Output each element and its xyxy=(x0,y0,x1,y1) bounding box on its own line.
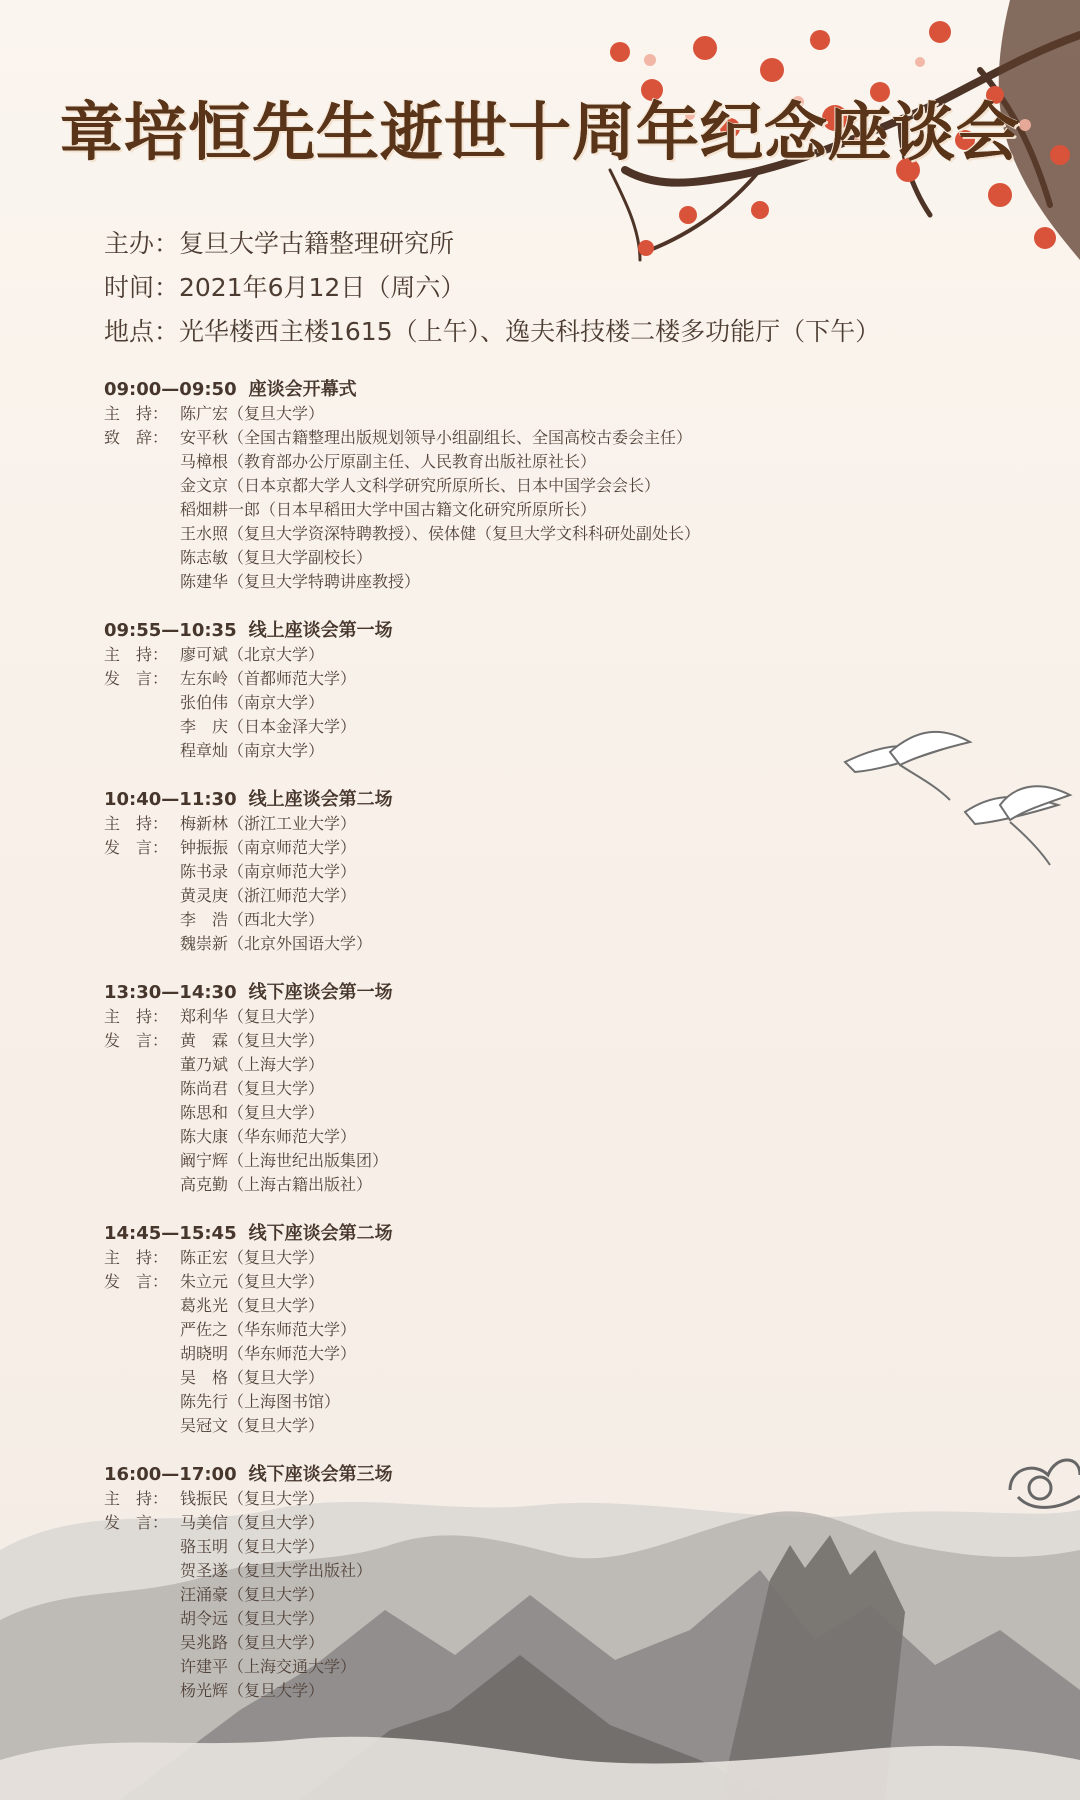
schedule-row xyxy=(104,932,984,956)
time-line: 时间：2021年6月12日（周六） xyxy=(104,273,466,302)
participant-name: 陈书录（南京师范大学） xyxy=(180,862,357,881)
participant-name: 陈正宏（复旦大学） xyxy=(180,1248,325,1267)
schedule-row xyxy=(104,474,984,498)
schedule-row xyxy=(104,546,984,570)
participant-name: 马美信（复旦大学） xyxy=(180,1513,325,1532)
participant-name: 陈思和（复旦大学） xyxy=(180,1103,325,1122)
participant-name: 稻畑耕一郎（日本早稻田大学中国古籍文化研究所原所长） xyxy=(180,500,597,519)
schedule-row xyxy=(104,1607,984,1631)
participant-name: 安平秋（全国古籍整理出版规划领导小组副组长、全国高校古委会主任） xyxy=(180,428,693,447)
participant-name: 张伯伟（南京大学） xyxy=(180,693,325,712)
schedule-row xyxy=(104,1173,984,1197)
participant-name: 吴兆路（复旦大学） xyxy=(180,1633,325,1652)
schedule-row xyxy=(104,1125,984,1149)
participant-name: 胡令远（复旦大学） xyxy=(180,1609,325,1628)
participant-name: 许建平（上海交通大学） xyxy=(180,1657,357,1676)
schedule-row xyxy=(104,1559,984,1583)
schedule-row xyxy=(104,1366,984,1390)
venue-line: 地点：光华楼西主楼1615（上午）、逸夫科技楼二楼多功能厅（下午） xyxy=(104,317,881,346)
schedule-row xyxy=(104,1149,984,1173)
role-label xyxy=(104,1077,180,1101)
schedule-row xyxy=(104,739,984,763)
role-label xyxy=(104,1053,180,1077)
role-label: 发 言： xyxy=(104,1031,169,1050)
schedule-row xyxy=(104,691,984,715)
schedule-row xyxy=(104,1487,984,1511)
role-label xyxy=(104,1149,180,1173)
schedule-row xyxy=(104,1101,984,1125)
role-label xyxy=(104,1366,180,1390)
participant-name: 梅新林（浙江工业大学） xyxy=(180,814,357,833)
participant-name: 严佐之（华东师范大学） xyxy=(180,1320,357,1339)
participant-name: 葛兆光（复旦大学） xyxy=(180,1296,325,1315)
participant-name: 左东岭（首都师范大学） xyxy=(180,669,357,688)
schedule-row xyxy=(104,1342,984,1366)
role-label xyxy=(104,1631,180,1655)
schedule-row xyxy=(104,402,984,426)
participant-name: 杨光辉（复旦大学） xyxy=(180,1681,325,1700)
role-label: 主 持： xyxy=(104,645,169,664)
role-label xyxy=(104,546,180,570)
session-block xyxy=(104,788,984,956)
session-title: 线上座谈会第一场 xyxy=(248,620,393,641)
role-label: 致 辞： xyxy=(104,428,169,447)
session-title: 座谈会开幕式 xyxy=(248,379,357,400)
session-heading xyxy=(104,619,984,643)
schedule-row xyxy=(104,1679,984,1703)
session-heading xyxy=(104,788,984,812)
participant-name: 陈先行（上海图书馆） xyxy=(180,1392,341,1411)
session-title: 线下座谈会第一场 xyxy=(248,982,393,1003)
participant-name: 陈建华（复旦大学特聘讲座教授） xyxy=(180,572,421,591)
schedule-row xyxy=(104,860,984,884)
schedule-row xyxy=(104,1077,984,1101)
role-label xyxy=(104,474,180,498)
schedule-row xyxy=(104,1270,984,1294)
session-heading xyxy=(104,981,984,1005)
role-label xyxy=(104,1414,180,1438)
session-heading xyxy=(104,1222,984,1246)
session-time: 10:40—11:30 xyxy=(104,789,237,810)
role-label xyxy=(104,1390,180,1414)
role-label xyxy=(104,932,180,956)
participant-name: 董乃斌（上海大学） xyxy=(180,1055,325,1074)
participant-name: 钟振振（南京师范大学） xyxy=(180,838,357,857)
schedule-row xyxy=(104,426,984,450)
role-label xyxy=(104,1535,180,1559)
participant-name: 程章灿（南京大学） xyxy=(180,741,325,760)
participant-name: 黄灵庚（浙江师范大学） xyxy=(180,886,357,905)
role-label: 发 言： xyxy=(104,669,169,688)
schedule-row xyxy=(104,1535,984,1559)
page-title: 章培恒先生逝世十周年纪念座谈会 xyxy=(60,96,1020,169)
role-label xyxy=(104,1559,180,1583)
schedule-row xyxy=(104,522,984,546)
schedule-row xyxy=(104,667,984,691)
schedule-row xyxy=(104,1053,984,1077)
participant-name: 陈广宏（复旦大学） xyxy=(180,404,325,423)
role-label xyxy=(104,908,180,932)
participant-name: 陈尚君（复旦大学） xyxy=(180,1079,325,1098)
session-heading xyxy=(104,378,984,402)
role-label xyxy=(104,1607,180,1631)
schedule-row xyxy=(104,1294,984,1318)
session-block xyxy=(104,981,984,1197)
role-label: 主 持： xyxy=(104,404,169,423)
schedule-row xyxy=(104,450,984,474)
role-label xyxy=(104,1125,180,1149)
role-label: 主 持： xyxy=(104,1489,169,1508)
participant-name: 李 庆（日本金泽大学） xyxy=(180,717,357,736)
schedule-row xyxy=(104,1511,984,1535)
session-title: 线上座谈会第二场 xyxy=(248,789,393,810)
session-block xyxy=(104,378,984,594)
session-time: 09:00—09:50 xyxy=(104,379,237,400)
role-label xyxy=(104,1294,180,1318)
session-title: 线下座谈会第三场 xyxy=(248,1464,393,1485)
role-label xyxy=(104,715,180,739)
role-label xyxy=(104,570,180,594)
participant-name: 魏崇新（北京外国语大学） xyxy=(180,934,373,953)
participant-name: 吴 格（复旦大学） xyxy=(180,1368,325,1387)
schedule-row xyxy=(104,1029,984,1053)
role-label xyxy=(104,1342,180,1366)
role-label: 发 言： xyxy=(104,1272,169,1291)
schedule-row xyxy=(104,715,984,739)
participant-name: 吴冠文（复旦大学） xyxy=(180,1416,325,1435)
schedule-row xyxy=(104,884,984,908)
schedule-row xyxy=(104,570,984,594)
participant-name: 阚宁辉（上海世纪出版集团） xyxy=(180,1151,389,1170)
participant-name: 王水照（复旦大学资深特聘教授）、侯体健（复旦大学文科科研处副处长） xyxy=(180,524,701,543)
schedule-row xyxy=(104,1655,984,1679)
schedule-row xyxy=(104,908,984,932)
role-label xyxy=(104,1679,180,1703)
host-line: 主办：复旦大学古籍整理研究所 xyxy=(104,229,455,258)
schedule-row xyxy=(104,498,984,522)
session-time: 14:45—15:45 xyxy=(104,1223,237,1244)
role-label xyxy=(104,739,180,763)
participant-name: 朱立元（复旦大学） xyxy=(180,1272,325,1291)
role-label: 主 持： xyxy=(104,1007,169,1026)
role-label xyxy=(104,1173,180,1197)
role-label xyxy=(104,1101,180,1125)
schedule-row xyxy=(104,1318,984,1342)
participant-name: 汪涌豪（复旦大学） xyxy=(180,1585,325,1604)
schedule-row xyxy=(104,643,984,667)
role-label xyxy=(104,450,180,474)
schedule-row xyxy=(104,1414,984,1438)
role-label: 发 言： xyxy=(104,838,169,857)
event-meta xyxy=(104,222,1004,354)
role-label xyxy=(104,1655,180,1679)
participant-name: 胡晓明（华东师范大学） xyxy=(180,1344,357,1363)
session-block xyxy=(104,1222,984,1438)
schedule-row xyxy=(104,1631,984,1655)
schedule-row xyxy=(104,1005,984,1029)
participant-name: 陈志敏（复旦大学副校长） xyxy=(180,548,373,567)
participant-name: 陈大康（华东师范大学） xyxy=(180,1127,357,1146)
participant-name: 贺圣遂（复旦大学出版社） xyxy=(180,1561,373,1580)
schedule-row xyxy=(104,1390,984,1414)
role-label: 主 持： xyxy=(104,814,169,833)
role-label: 发 言： xyxy=(104,1513,169,1532)
session-time: 13:30—14:30 xyxy=(104,982,237,1003)
session-time: 09:55—10:35 xyxy=(104,620,237,641)
role-label xyxy=(104,522,180,546)
session-block xyxy=(104,619,984,763)
participant-name: 郑利华（复旦大学） xyxy=(180,1007,325,1026)
session-heading xyxy=(104,1463,984,1487)
schedule-row xyxy=(104,812,984,836)
auspicious-cloud xyxy=(1010,1460,1080,1507)
session-block xyxy=(104,1463,984,1703)
participant-name: 廖可斌（北京大学） xyxy=(180,645,325,664)
schedule-row xyxy=(104,1246,984,1270)
schedule-list xyxy=(104,378,984,1728)
schedule-row xyxy=(104,1583,984,1607)
participant-name: 金文京（日本京都大学人文科学研究所原所长、日本中国学会会长） xyxy=(180,476,661,495)
session-title: 线下座谈会第二场 xyxy=(248,1223,393,1244)
session-time: 16:00—17:00 xyxy=(104,1464,237,1485)
schedule-row xyxy=(104,836,984,860)
role-label xyxy=(104,691,180,715)
role-label: 主 持： xyxy=(104,1248,169,1267)
participant-name: 李 浩（西北大学） xyxy=(180,910,325,929)
role-label xyxy=(104,1583,180,1607)
participant-name: 骆玉明（复旦大学） xyxy=(180,1537,325,1556)
role-label xyxy=(104,860,180,884)
role-label xyxy=(104,498,180,522)
participant-name: 高克勤（上海古籍出版社） xyxy=(180,1175,373,1194)
participant-name: 马樟根（教育部办公厅原副主任、人民教育出版社原社长） xyxy=(180,452,597,471)
participant-name: 钱振民（复旦大学） xyxy=(180,1489,325,1508)
role-label xyxy=(104,884,180,908)
role-label xyxy=(104,1318,180,1342)
participant-name: 黄 霖（复旦大学） xyxy=(180,1031,325,1050)
